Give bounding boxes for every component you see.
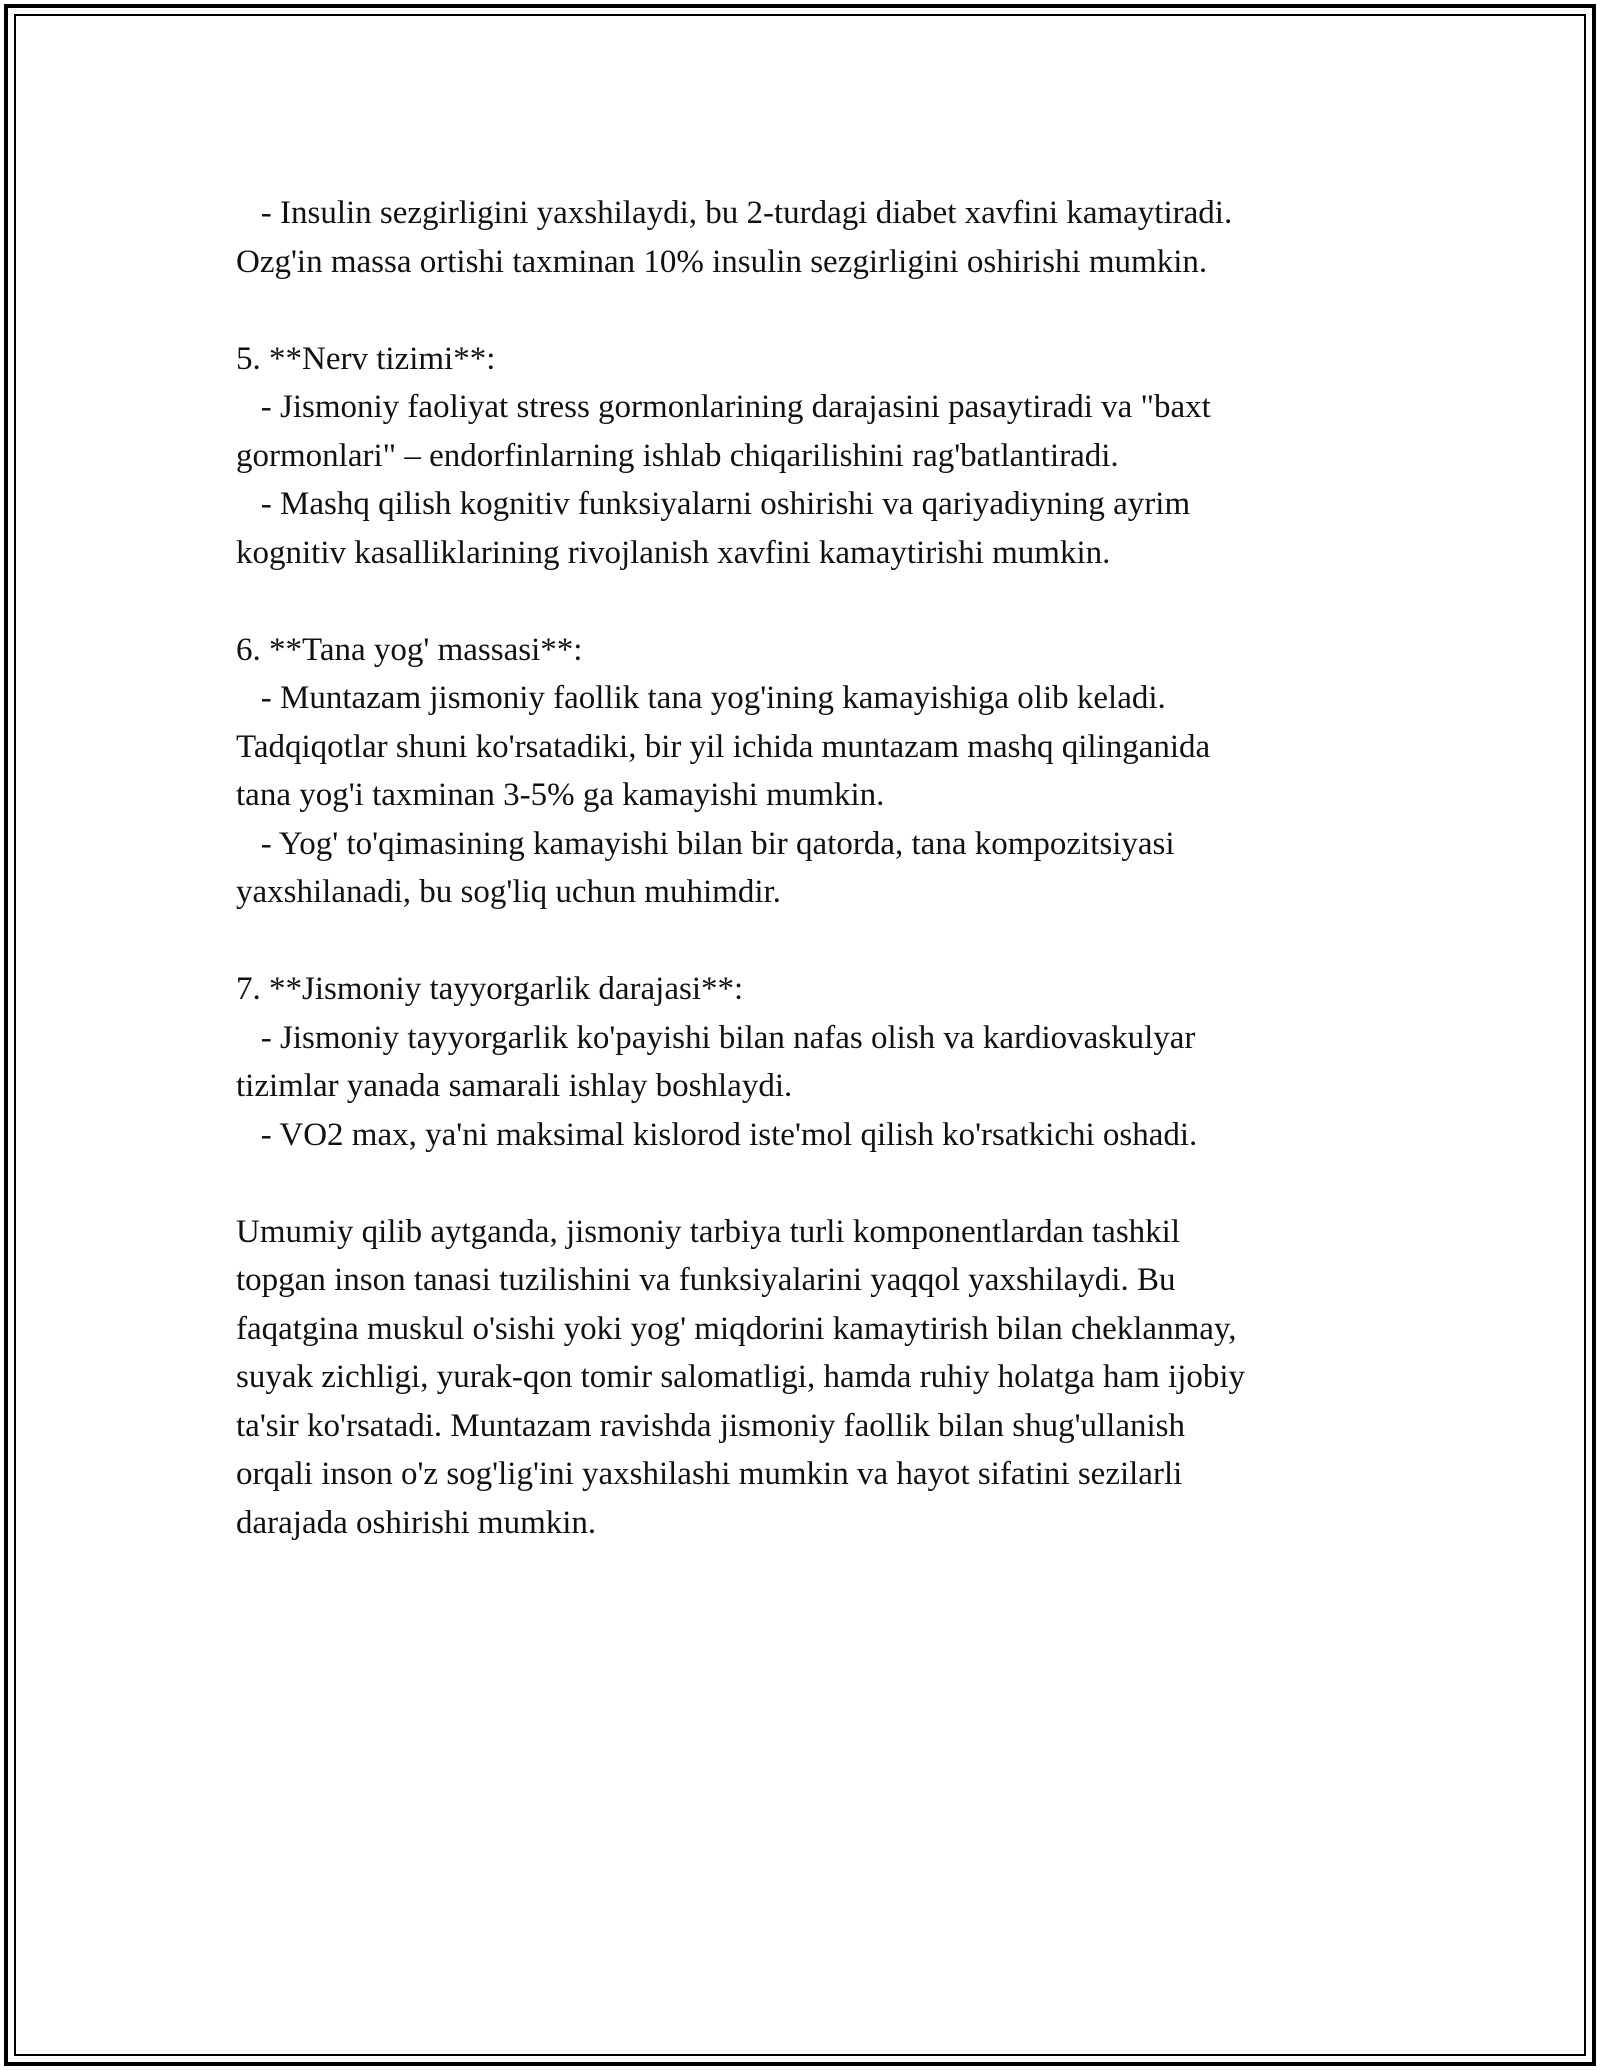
text-line: yaxshilanadi, bu sog'liq uchun muhimdir.: [236, 874, 781, 910]
blank-line: [236, 917, 1386, 966]
conclusion-line: suyak zichligi, yurak-qon tomir salomatligi, hamda ruhiy holatga ham ijobiy: [236, 1359, 1246, 1395]
section-heading-nerv-tizimi: 5. **Nerv tizimi**:: [236, 340, 496, 377]
conclusion-line: faqatgina muskul o'sishi yoki yog' miqdorini kamaytirish bilan cheklanmay,: [236, 1310, 1237, 1347]
text-line: - Jismoniy faoliyat stress gormonlarining darajasini pasaytiradi va "baxt: [236, 389, 1211, 425]
text-line: - Jismoniy tayyorgarlik ko'payishi bilan nafas olish va kardiovaskulyar: [236, 1019, 1196, 1056]
text-line: - Insulin sezgirligini yaxshilaydi, bu 2-turdagi diabet xavfini kamaytiradi.: [236, 195, 1233, 231]
section-heading-jismoniy-tayyorgarlik: 7. **Jismoniy tayyorgarlik darajasi**:: [236, 971, 744, 1007]
section-heading-tana-yog-massasi: 6. **Tana yog' massasi**:: [236, 631, 583, 668]
text-line: - VO2 max, ya'ni maksimal kislorod iste'mol qilish ko'rsatkichi oshadi.: [236, 1116, 1198, 1153]
text-line: Ozg'in massa ortishi taxminan 10% insulin sezgirligini oshirishi mumkin.: [236, 243, 1208, 280]
blank-line: [236, 286, 1386, 335]
conclusion-line: orqali inson o'z sog'lig'ini yaxshilashi mumkin va hayot sifatini sezilarli: [236, 1456, 1183, 1492]
text-line: tizimlar yanada samarali ishlay boshlaydi.: [236, 1068, 793, 1104]
conclusion-line: ta'sir ko'rsatadi. Muntazam ravishda jismoniy faollik bilan shug'ullanish: [236, 1407, 1186, 1444]
text-line: gormonlari" – endorfinlarning ishlab chiqarilishini rag'batlantiradi.: [236, 437, 1119, 474]
text-line: kognitiv kasalliklarining rivojlanish xavfini kamaytirishi mumkin.: [236, 534, 1111, 571]
text-line: - Muntazam jismoniy faollik tana yog'ining kamayishiga olib keladi.: [236, 680, 1166, 716]
document-body: [236, 189, 1386, 1547]
text-line: - Mashq qilish kognitiv funksiyalarni oshirishi va qariyadiyning ayrim: [236, 486, 1191, 522]
conclusion-line: darajada oshirishi mumkin.: [236, 1504, 597, 1541]
conclusion-line: topgan inson tanasi tuzilishini va funksiyalarini yaqqol yaxshilaydi. Bu: [236, 1262, 1176, 1298]
blank-line: [236, 1159, 1386, 1208]
text-line: tana yog'i taxminan 3-5% ga kamayishi mumkin.: [236, 777, 885, 813]
text-line: Tadqiqotlar shuni ko'rsatadiki, bir yil ichida muntazam mashq qilinganida: [236, 728, 1211, 765]
text-line: - Yog' to'qimasining kamayishi bilan bir qatorda, tana kompozitsiyasi: [236, 825, 1175, 862]
conclusion-line: Umumiy qilib aytganda, jismoniy tarbiya turli komponentlardan tashkil: [236, 1213, 1181, 1250]
blank-line: [236, 577, 1386, 626]
